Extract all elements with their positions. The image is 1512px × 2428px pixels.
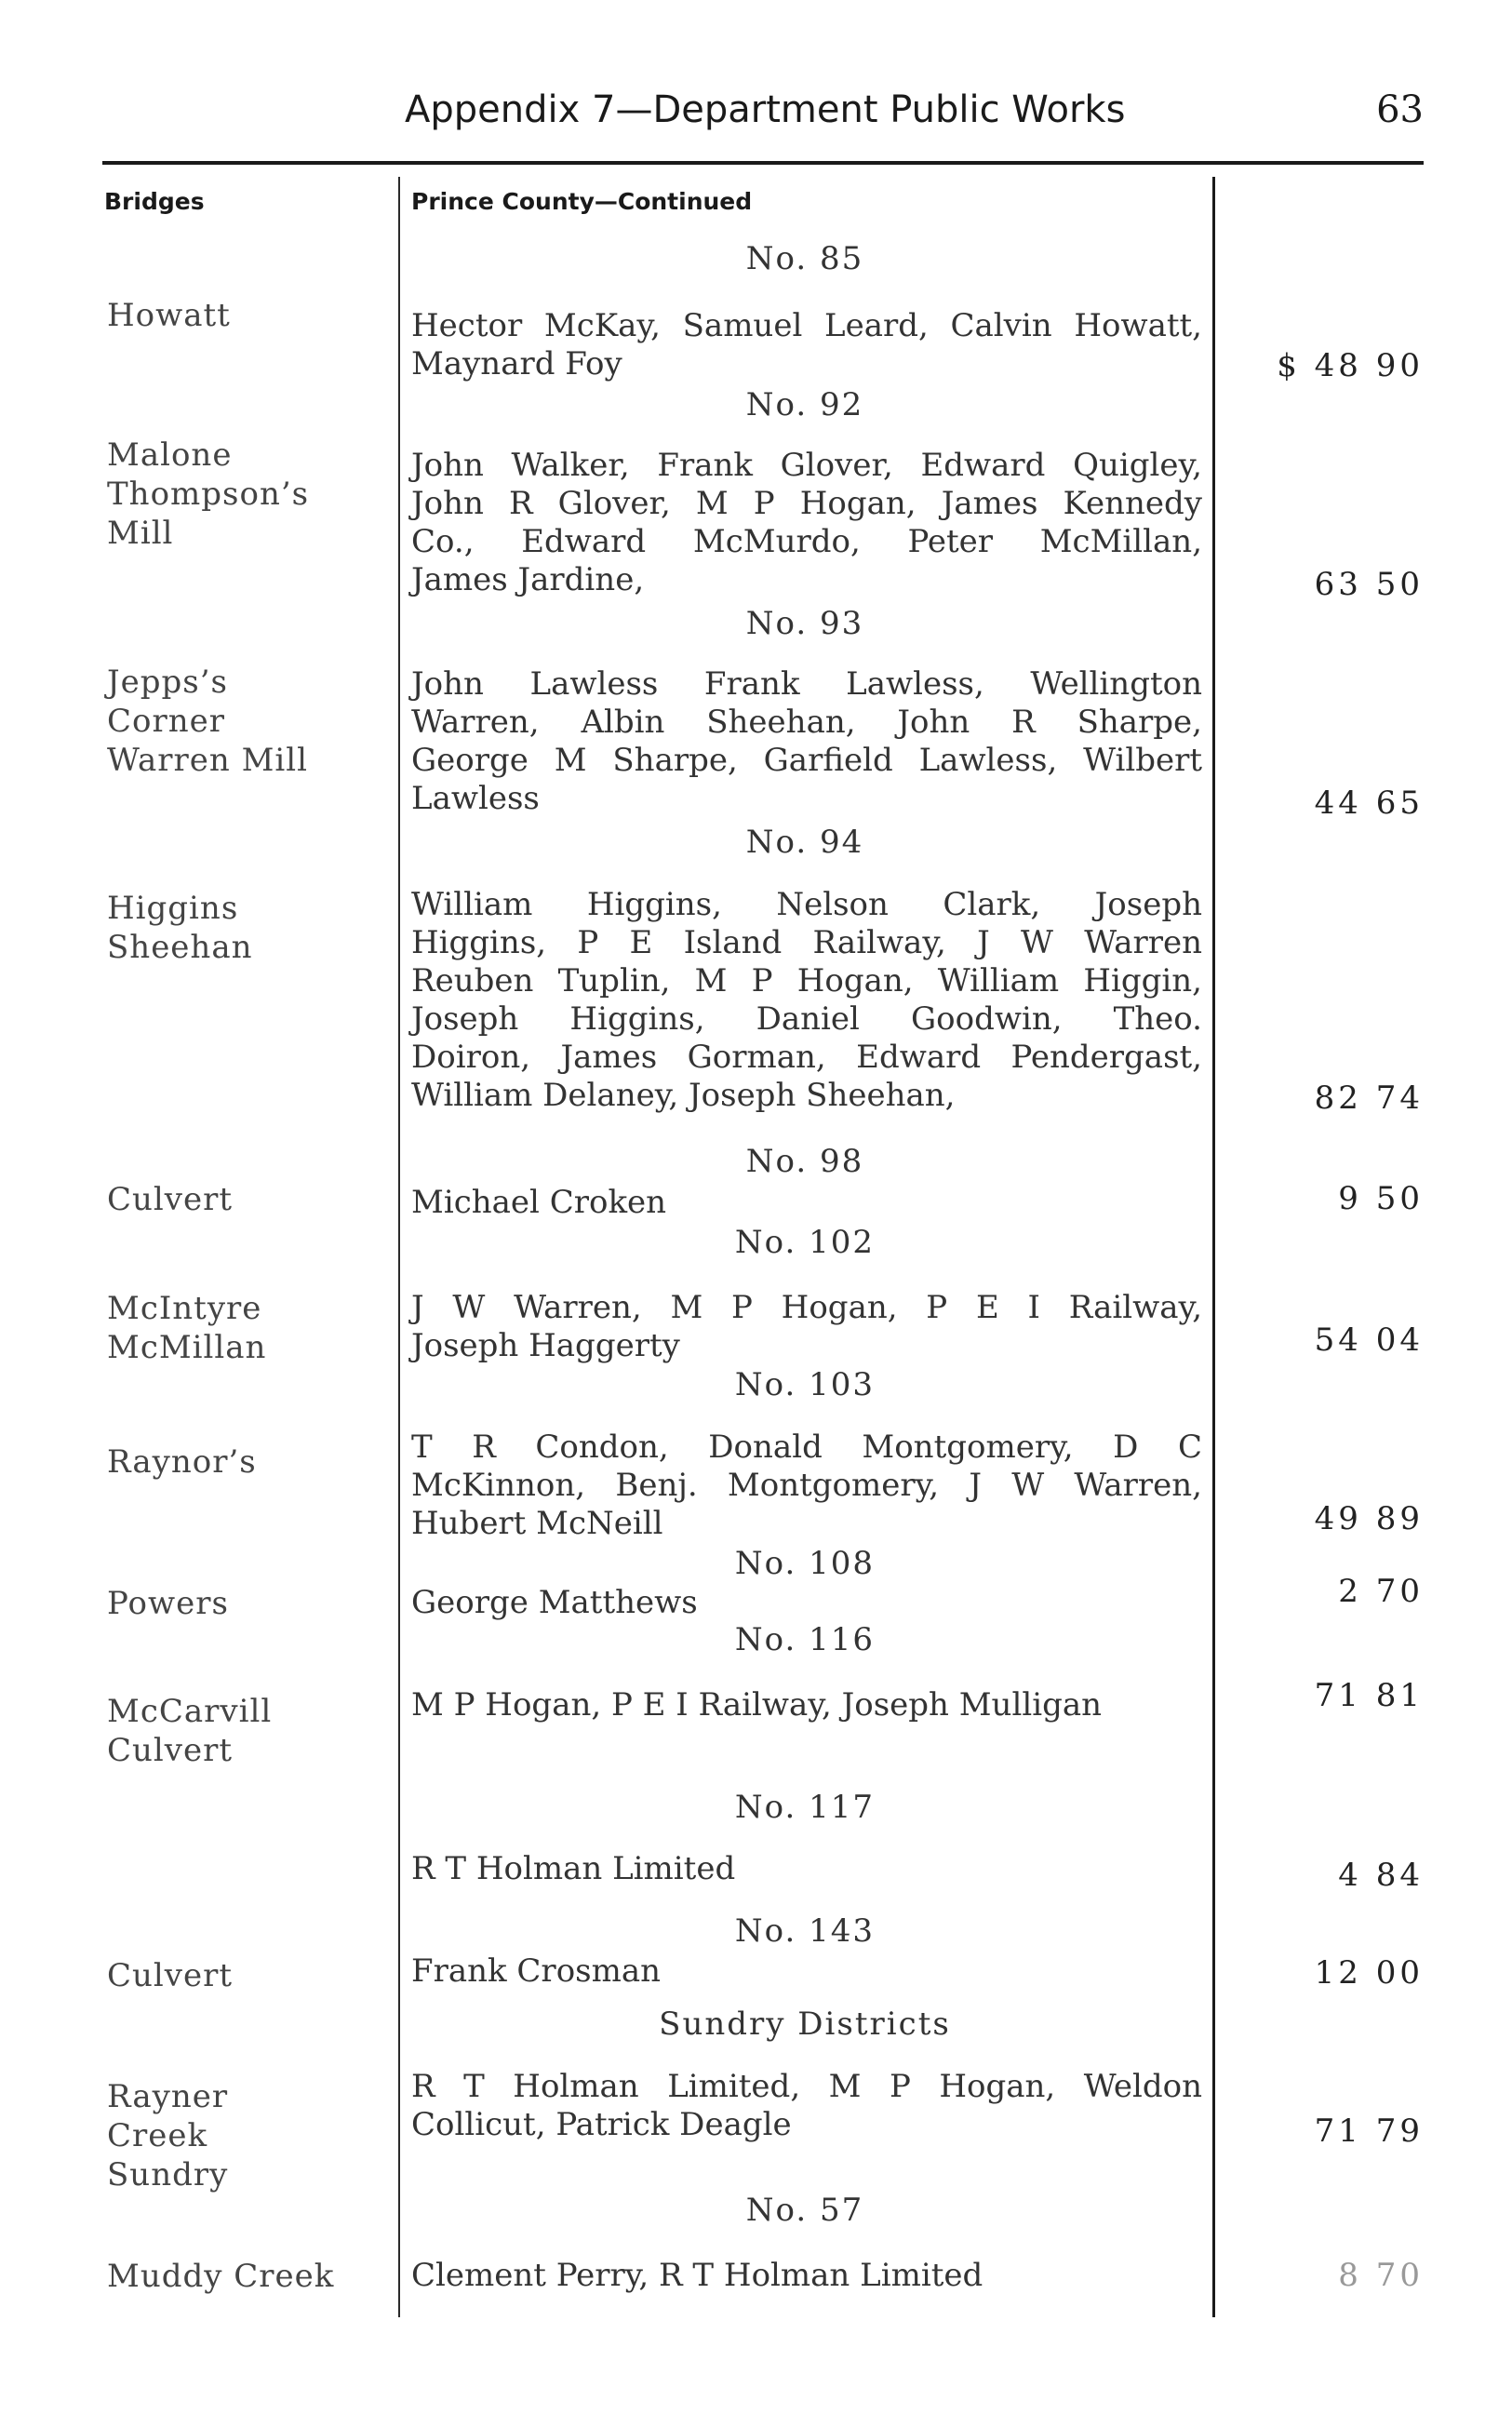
amount: 44 65 xyxy=(1314,785,1424,822)
payee-names xyxy=(411,2068,1202,2144)
column-divider-right xyxy=(1212,177,1215,2317)
payee-line: John Walker, Frank Glover, Edward Quigley, xyxy=(411,447,1202,484)
payee-names xyxy=(411,1850,1202,1888)
bridge-name-line: Culvert xyxy=(107,1732,234,1769)
payee-names xyxy=(411,1184,1202,1222)
bridge-name xyxy=(107,2077,386,2194)
bridge-name xyxy=(107,1956,386,1995)
payee-names xyxy=(411,2257,1202,2295)
bridge-name-line: Powers xyxy=(107,1585,229,1622)
payee-line: Doiron, James Gorman, Edward Pendergast, xyxy=(411,1039,1202,1076)
entry-number: No. 98 xyxy=(745,1143,864,1180)
payee-line: John Lawless Frank Lawless, Wellington xyxy=(411,665,1202,703)
amount: 4 84 xyxy=(1338,1857,1424,1894)
bridge-name-line: Raynor’s xyxy=(107,1443,257,1481)
payee-names xyxy=(411,1584,1202,1622)
header-rule xyxy=(102,161,1424,165)
bridges-column-heading: Bridges xyxy=(104,188,205,215)
amount: 12 00 xyxy=(1314,1954,1424,1992)
bridge-name-line: Rayner xyxy=(107,2078,229,2115)
bridge-name-line: Sundry xyxy=(107,2156,229,2193)
payee-line: Maynard Foy xyxy=(411,345,622,382)
bridge-name xyxy=(107,1692,386,1770)
payee-names xyxy=(411,1686,1202,1724)
bridge-name-line: Muddy Creek xyxy=(107,2258,335,2295)
payee-line: Hubert McNeill xyxy=(411,1505,663,1542)
bridge-name-line: Malone xyxy=(107,436,233,474)
amount: 9 50 xyxy=(1338,1180,1424,1217)
bridge-name-line: McCarvill xyxy=(107,1693,273,1730)
entry-number: No. 94 xyxy=(745,824,864,861)
payee-line: T R Condon, Donald Montgomery, D C xyxy=(411,1429,1202,1466)
amount: 49 89 xyxy=(1314,1500,1424,1537)
bridge-name xyxy=(107,663,386,780)
bridge-name xyxy=(107,436,386,553)
bridge-name-line: Thompson’s xyxy=(107,476,310,513)
entry-number: No. 103 xyxy=(734,1366,876,1403)
payee-line: Frank Crosman xyxy=(411,1952,662,1990)
payee-line: Clement Perry, R T Holman Limited xyxy=(411,2257,983,2294)
bridge-name-line: Jepps’s xyxy=(107,664,228,701)
payee-line: Higgins, P E Island Railway, J W Warren xyxy=(411,924,1202,961)
payee-line: J W Warren, M P Hogan, P E I Railway, xyxy=(411,1289,1202,1326)
payee-names xyxy=(411,1289,1202,1365)
payee-line: Joseph Haggerty xyxy=(411,1327,680,1364)
payee-line: M P Hogan, P E I Railway, Joseph Mulligan xyxy=(411,1686,1103,1724)
payee-line: George M Sharpe, Garfield Lawless, Wilbert xyxy=(411,742,1202,779)
payee-line: Hector McKay, Samuel Leard, Calvin Howatt, xyxy=(411,307,1202,344)
payee-line: Reuben Tuplin, M P Hogan, William Higgin, xyxy=(411,962,1202,999)
entry-number: Sundry Districts xyxy=(659,2005,951,2043)
entry-number: No. 92 xyxy=(745,386,864,423)
payee-line: Joseph Higgins, Daniel Goodwin, Theo. xyxy=(411,1000,1202,1038)
payee-names xyxy=(411,665,1202,818)
page-number: 63 xyxy=(1376,88,1424,131)
bridge-name-line: McMillan xyxy=(107,1329,267,1366)
entry-number: No. 93 xyxy=(745,605,864,642)
payee-names xyxy=(411,447,1202,599)
amount: $ 48 90 xyxy=(1277,347,1424,384)
amount: 82 74 xyxy=(1314,1080,1424,1117)
bridge-name xyxy=(107,1442,386,1482)
bridge-name-line: Warren Mill xyxy=(107,742,309,779)
entry-number: No. 116 xyxy=(734,1621,876,1658)
payee-line: McKinnon, Benj. Montgomery, J W Warren, xyxy=(411,1467,1202,1504)
amount: 71 81 xyxy=(1314,1677,1424,1714)
amount: 2 70 xyxy=(1338,1573,1424,1610)
amount: 71 79 xyxy=(1314,2113,1424,2150)
bridge-name-line: Sheehan xyxy=(107,929,253,966)
bridge-name xyxy=(107,1289,386,1367)
payee-line: George Matthews xyxy=(411,1584,698,1621)
payee-line: Co., Edward McMurdo, Peter McMillan, xyxy=(411,523,1202,560)
entry-number: No. 57 xyxy=(745,2192,864,2229)
payee-line: William Delaney, Joseph Sheehan, xyxy=(411,1077,956,1114)
entry-number: No. 117 xyxy=(734,1789,876,1826)
entry-number: No. 143 xyxy=(734,1912,876,1950)
entry-number: No. 102 xyxy=(734,1224,876,1261)
bridge-name-line: McIntyre xyxy=(107,1290,262,1327)
payee-line: Lawless xyxy=(411,780,540,817)
bridge-name-line: Culvert xyxy=(107,1957,234,1994)
bridge-name-line: Creek xyxy=(107,2117,208,2154)
payee-line: Collicut, Patrick Deagle xyxy=(411,2106,792,2143)
payee-line: William Higgins, Nelson Clark, Joseph xyxy=(411,886,1202,923)
bridge-name-line: Mill xyxy=(107,515,174,552)
bridge-name-line: Howatt xyxy=(107,297,231,334)
amount: 63 50 xyxy=(1314,566,1424,603)
page-title: Appendix 7—Department Public Works xyxy=(405,88,1126,131)
payee-line: Warren, Albin Sheehan, John R Sharpe, xyxy=(411,704,1202,741)
bridge-name-line: Corner xyxy=(107,703,226,740)
payee-names xyxy=(411,307,1202,383)
payee-line: R T Holman Limited xyxy=(411,1850,736,1887)
payee-names xyxy=(411,886,1202,1115)
county-column-heading: Prince County—Continued xyxy=(411,188,753,215)
payee-line: R T Holman Limited, M P Hogan, Weldon xyxy=(411,2068,1202,2105)
page-header xyxy=(102,88,1424,144)
entry-number: No. 108 xyxy=(734,1545,876,1582)
payee-line: Michael Croken xyxy=(411,1184,667,1221)
bridge-name xyxy=(107,296,386,335)
bridge-name xyxy=(107,1584,386,1623)
payee-names xyxy=(411,1429,1202,1543)
payee-line: James Jardine, xyxy=(411,561,645,598)
entry-number: No. 85 xyxy=(745,240,864,277)
bridge-name-line: Culvert xyxy=(107,1181,234,1218)
bridge-name-line: Higgins xyxy=(107,890,239,927)
payee-names xyxy=(411,1952,1202,1991)
bridge-name xyxy=(107,889,386,967)
payee-line: John R Glover, M P Hogan, James Kennedy xyxy=(411,485,1202,522)
amount: 54 04 xyxy=(1314,1321,1424,1359)
bridge-name xyxy=(107,1180,386,1219)
amount: 8 70 xyxy=(1338,2257,1424,2294)
bridge-name xyxy=(107,2257,386,2296)
